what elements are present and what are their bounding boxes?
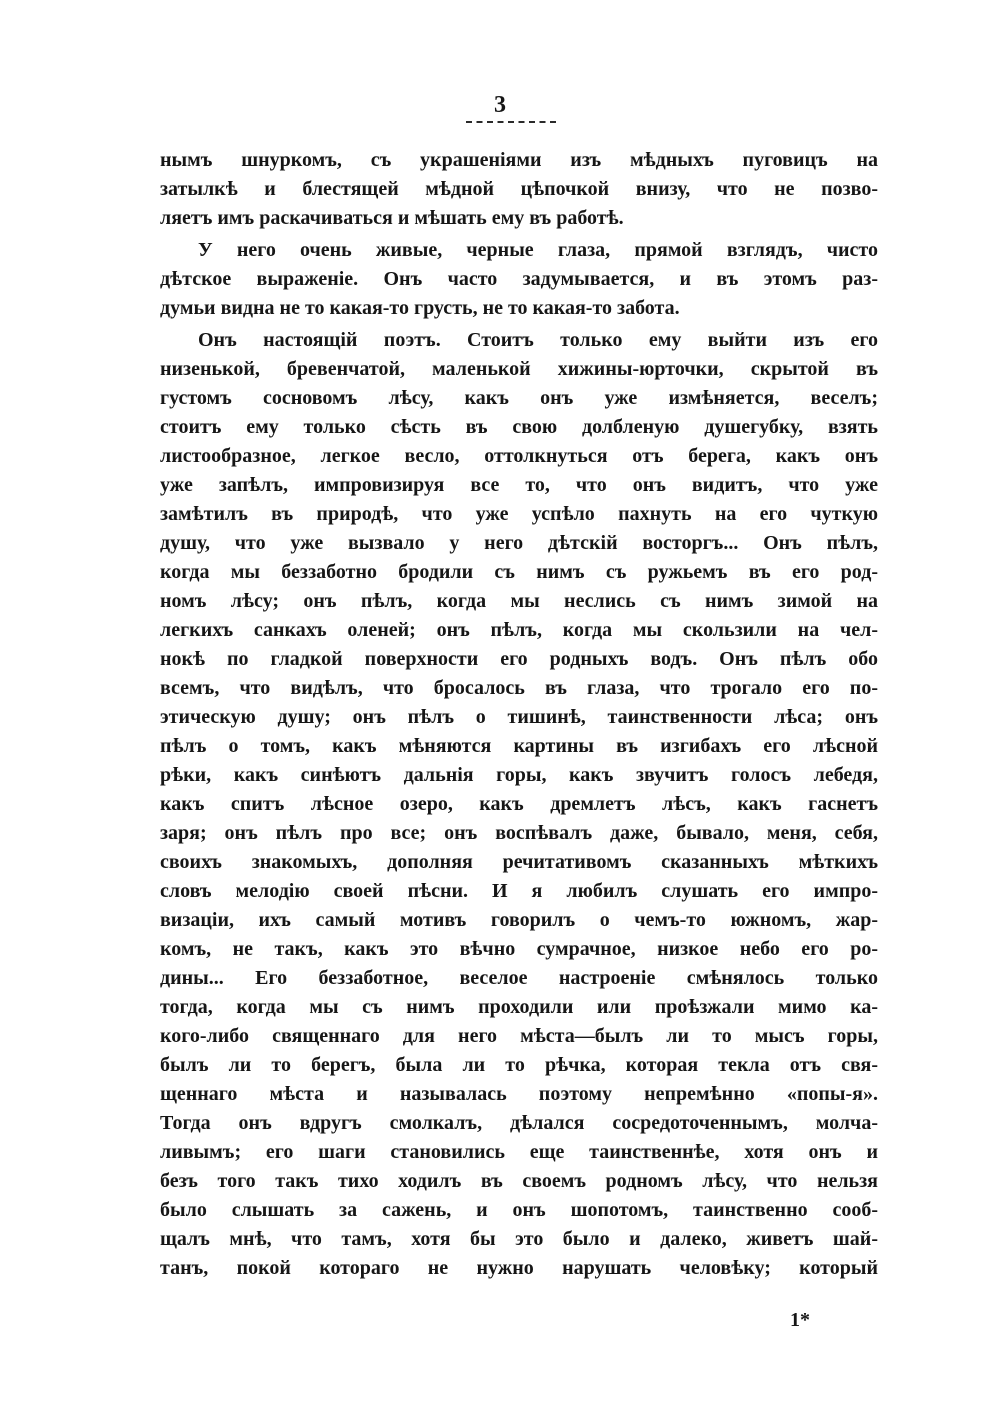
signature-mark: 1*	[790, 1309, 810, 1331]
paragraph-2	[160, 236, 878, 323]
text-line: заря; онъ пѣлъ про все; онъ воспѣвалъ даже, бывало, меня, себя,	[160, 822, 878, 844]
text-line: ливымъ; его шаги становились еще таинственнѣе, хотя онъ и	[160, 1141, 878, 1163]
text-line: номъ лѣсу; онъ пѣлъ, когда мы неслись съ нимъ зимой на	[160, 590, 878, 612]
text-line: рѣки, какъ синѣютъ дальнія горы, какъ звучитъ голосъ лебедя,	[160, 764, 878, 786]
text-line: этическую душу; онъ пѣлъ о тишинѣ, таинственности лѣса; онъ	[160, 706, 878, 728]
text-line: танъ, покой котораго не нужно нарушать человѣку; который	[160, 1257, 878, 1279]
text-line: кого-либо священнаго для него мѣста—былъ ли то мысъ горы,	[160, 1025, 878, 1047]
text-line: пѣлъ о томъ, какъ мѣняются картины въ изгибахъ его лѣсной	[160, 735, 878, 757]
text-line: тогда, когда мы съ нимъ проходили или проѣзжали мимо ка-	[160, 996, 878, 1018]
text-line	[160, 1341, 878, 1370]
text-line: стоитъ ему только сѣсть въ свою долбленую душегубку, взять	[160, 416, 878, 438]
text-line: густомъ сосновомъ лѣсу, какъ онъ уже измѣняется, веселъ;	[160, 387, 878, 409]
text-line: безъ того такъ тихо ходилъ въ своемъ родномъ лѣсу, что нельзя	[160, 1170, 878, 1192]
text-line: У него очень живые, черные глаза, прямой взглядъ, чисто	[198, 239, 878, 261]
text-line: думьи видна не то какая-то грусть, не то какая-то забота.	[160, 297, 680, 319]
text-line: дины... Его беззаботное, веселое настроеніе смѣнялось только	[160, 967, 878, 989]
text-line: Тогда онъ вдругъ смолкалъ, дѣлался сосредоточеннымъ, молча-	[160, 1112, 878, 1134]
text-line: уже запѣлъ, импровизируя все то, что онъ видитъ, что уже	[160, 474, 878, 496]
page-number: 3	[494, 92, 506, 118]
text-line: щалъ мнѣ, что тамъ, хотя бы это было и далеко, живетъ шай-	[160, 1228, 878, 1250]
text-line: было слышать за сажень, и онъ шопотомъ, таинственно сооб-	[160, 1199, 878, 1221]
text-line: дѣтское выраженіе. Онъ часто задумывается, и въ этомъ раз-	[160, 268, 878, 290]
text-line: какъ спитъ лѣсное озеро, какъ дремлетъ лѣсъ, какъ гаснетъ	[160, 793, 878, 815]
text-line	[160, 1283, 878, 1312]
text-line: комъ, не такъ, какъ это вѣчно сумрачное, низкое небо его ро-	[160, 938, 878, 960]
text-line: затылкѣ и блестящей мѣдной цѣпочкой внизу, что не позво-	[160, 178, 878, 200]
text-line: нокѣ по гладкой поверхности его родныхъ водъ. Онъ пѣлъ обо	[160, 648, 878, 670]
text-line: душу, что уже вызвало у него дѣтскій восторгъ... Онъ пѣлъ,	[160, 532, 878, 554]
text-line: всемъ, что видѣлъ, что бросалось въ глаза, что трогало его по-	[160, 677, 878, 699]
header-rule	[466, 121, 556, 123]
text-line: замѣтилъ въ природѣ, что уже успѣло пахнуть на его чуткую	[160, 503, 878, 525]
text-line: ляетъ имъ раскачиваться и мѣшать ему въ работѣ.	[160, 207, 624, 229]
text-line: щеннаго мѣста и называлась поэтому непремѣнно «попы-я».	[160, 1083, 878, 1105]
text-line: низенькой, бревенчатой, маленькой хижины-юрточки, скрытой въ	[160, 358, 878, 380]
paragraph-1	[160, 146, 878, 233]
paragraph-3	[160, 326, 878, 1370]
text-line: когда мы беззаботно бродили съ нимъ съ ружьемъ въ его род-	[160, 561, 878, 583]
text-line: легкихъ санкахъ оленей; онъ пѣлъ, когда мы скользили на чел-	[160, 619, 878, 641]
text-line: своихъ знакомыхъ, дополняя речитативомъ сказанныхъ мѣткихъ	[160, 851, 878, 873]
text-line: нымъ шнуркомъ, съ украшеніями изъ мѣдныхъ пуговицъ на	[160, 149, 878, 171]
text-line: былъ ли то берегъ, была ли то рѣчка, которая текла отъ свя-	[160, 1054, 878, 1076]
text-line: листообразное, легкое весло, оттолкнуться отъ берега, какъ онъ	[160, 445, 878, 467]
text-line: словъ мелодію своей пѣсни. И я любилъ слушать его импро-	[160, 880, 878, 902]
text-line: Онъ настоящій поэтъ. Стоитъ только ему выйти изъ его	[198, 329, 878, 351]
text-line: визаціи, ихъ самый мотивъ говорилъ о чемъ-то южномъ, жар-	[160, 909, 878, 931]
body-text	[160, 146, 878, 1370]
text-line	[160, 1312, 878, 1341]
